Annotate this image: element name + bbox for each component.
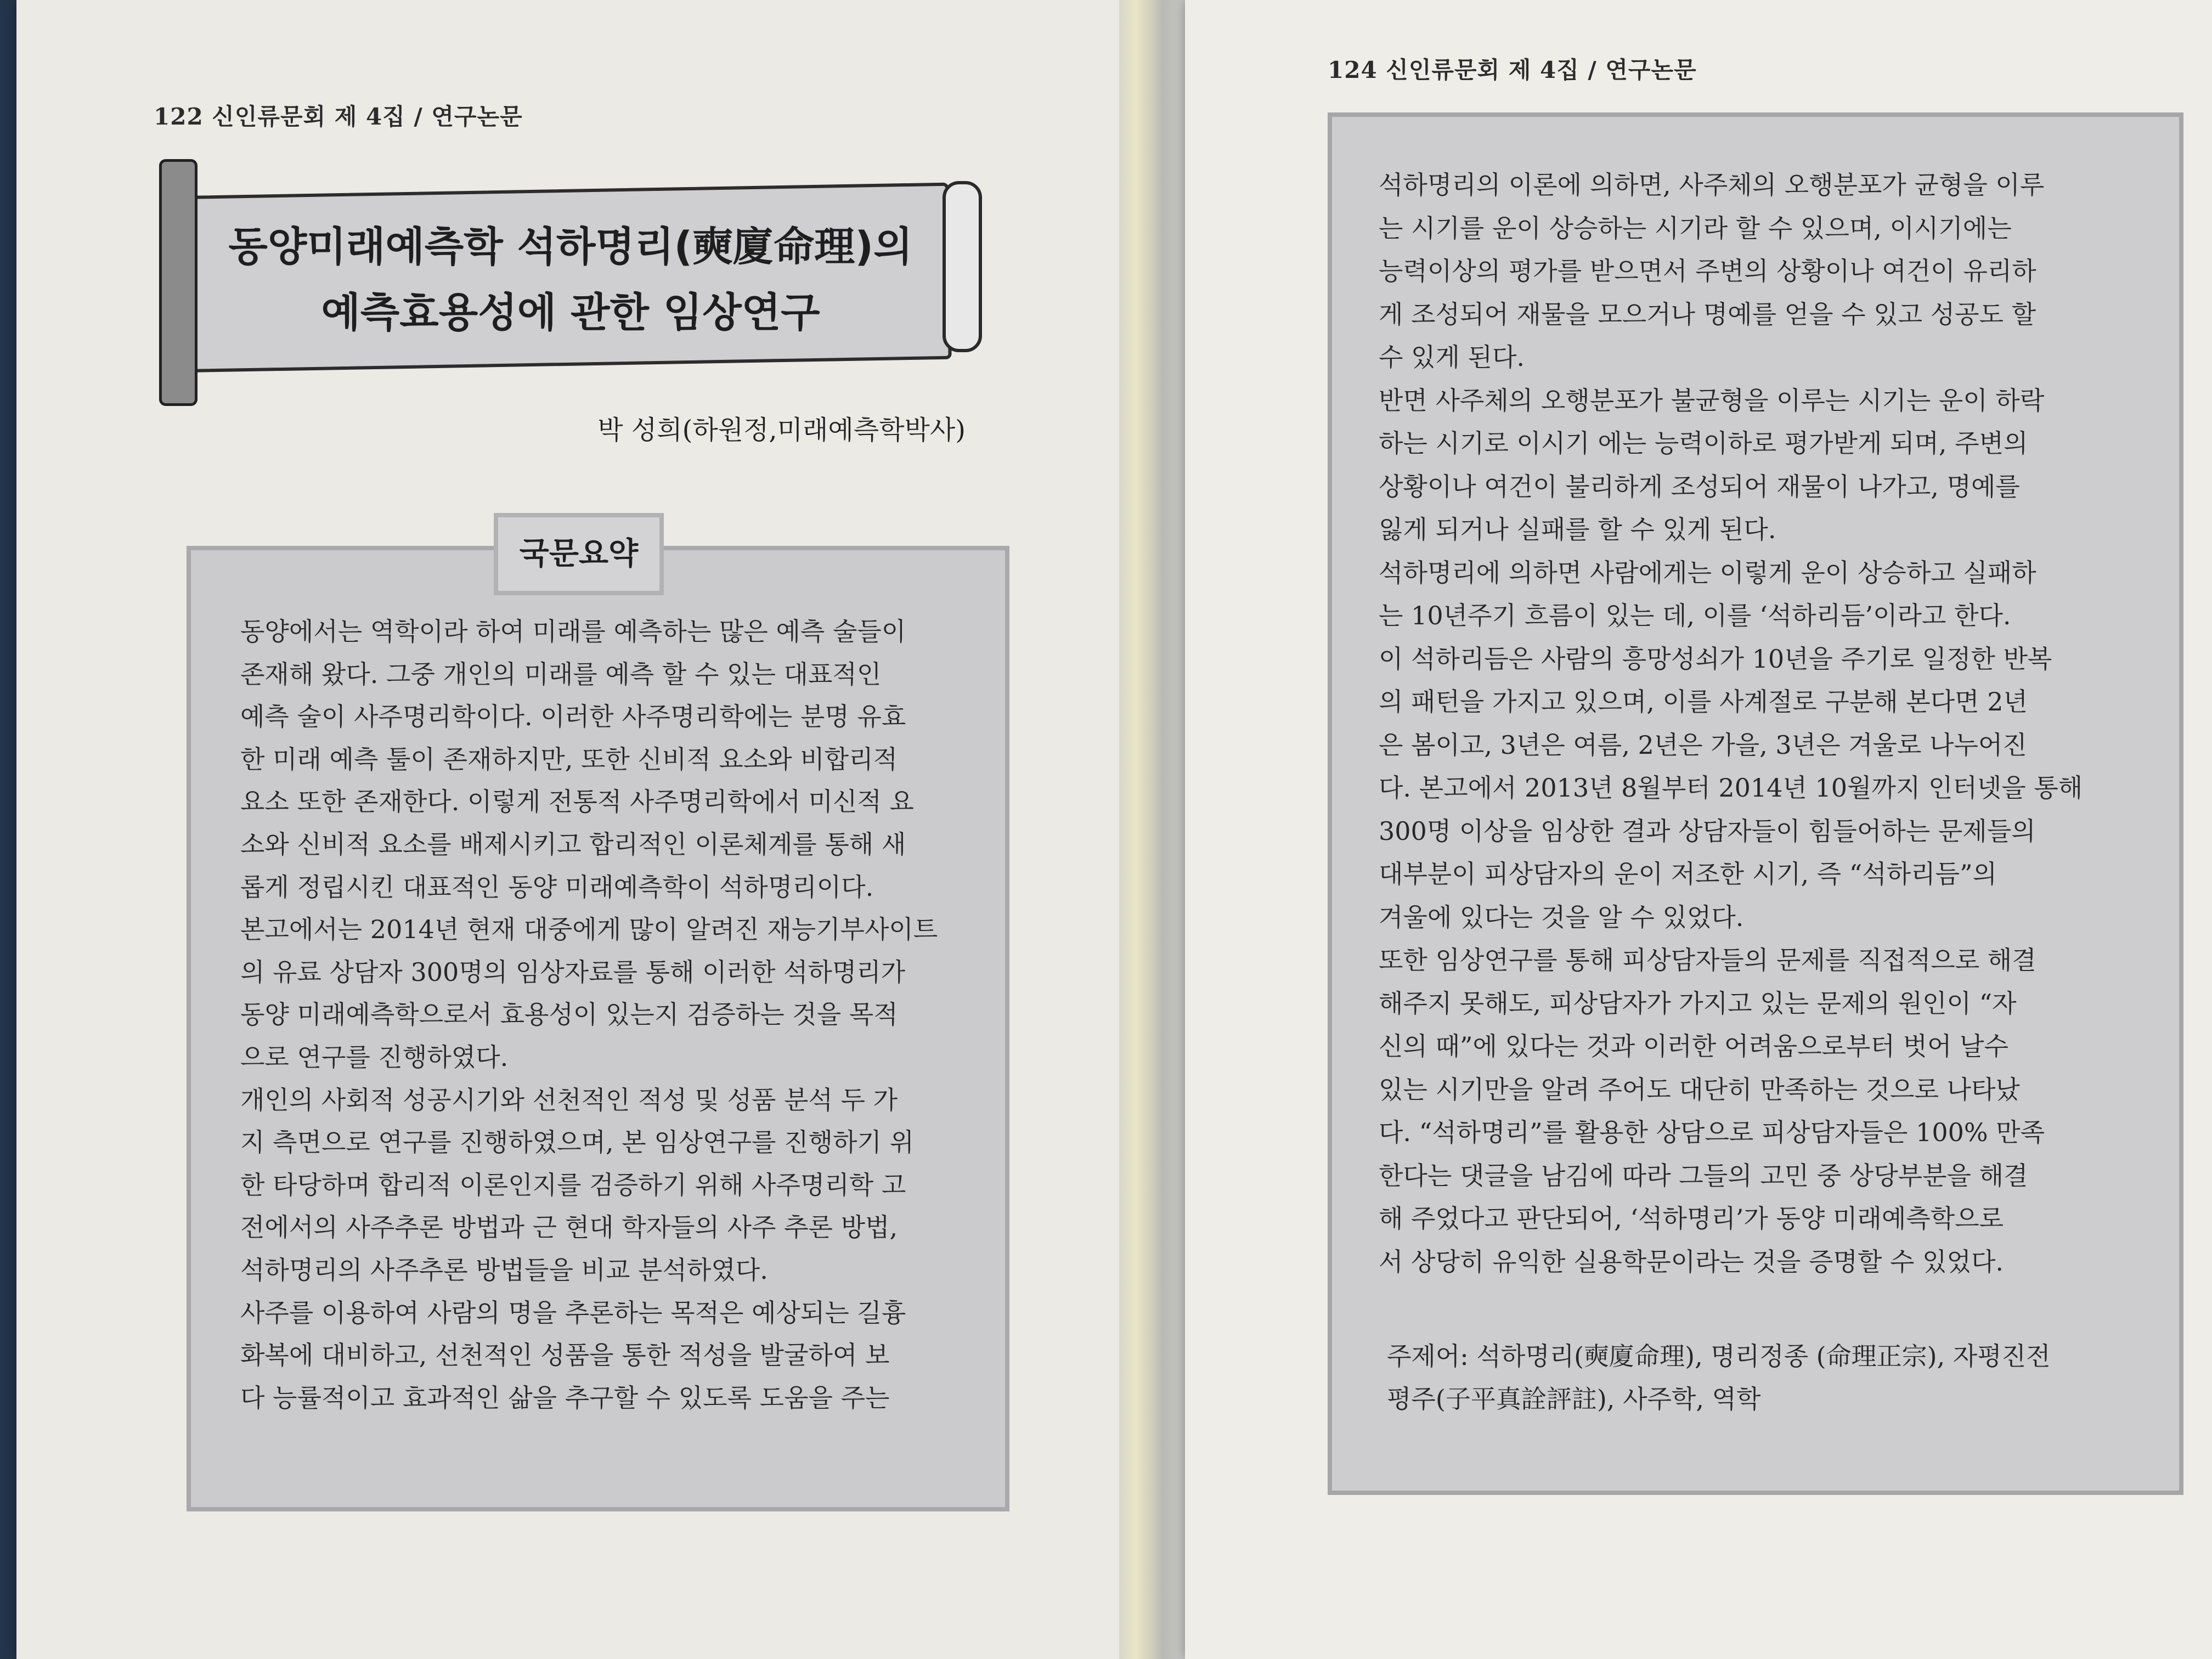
left-page: [16, 0, 1119, 1659]
abstract-text: 동양에서는 역학이라 하여 미래를 예측하는 많은 예측 술들이 존재해 왔다. 그중 개인의 미래를 예측 할 수 있는 대표적인 예측 술이 사주명리학이다. 이러한 사주명리학에는 분명 유효 한 미래 예측 툴이 존재하지만, 또한 신비적 요소와 비합리적 요소 또한 존재한다. 이렇게 전통적 사주명리학에서 미신적 요 소와 신비적 요소를 배제시키고 합리적인 이론체계를 통해 새 롭게 정립시킨 대표적인 동양 미래예측학이 석하명리이다. 본고에서는 2014년 현재 대중에게 많이 알려진 재능기부사이트 의 유료 상담자 300명의 임상자료를 통해 이러한 석하명리가 동양 미래예측학으로서 효용성이 있는지 검증하는 것을 목적 으로 연구를 진행하였다. 개인의 사회적 성공시기와 선천적인 적성 및 성품 분석 두 가 지 측면으로 연구를 진행하였으며, 본 임상연구를 진행하기 위 한 타당하며 합리적 이론인지를 검증하기 위해 사주명리학 고 전에서의 사주추론 방법과 근 현대 학자들의 사주 추론 방법, 석하명리의 사주추론 방법들을 비교 분석하였다. 사주를 이용하여 사람의 명을 추론하는 목적은 예상되는 길흉 화복에 대비하고, 선천적인 성품을 통한 적성을 발굴하여 보 다 능률적이고 효과적인 삶을 추구할 수 있도록 도움을 주는: [240, 617, 938, 1413]
title-scroll-banner: [159, 159, 988, 417]
abstract-box: [187, 546, 1009, 1511]
running-head-right: 124 신인류문회 제 4집 / 연구논문: [1328, 57, 1697, 83]
book-gutter: [1119, 0, 1185, 1659]
right-page: [1185, 0, 2212, 1659]
abstract-continued-text: 석하명리의 이론에 의하면, 사주체의 오행분포가 균형을 이루 는 시기를 운이 상승하는 시기라 할 수 있으며, 이시기에는 능력이상의 평가를 받으면서 주변의 상황이나 여건이 유리하 게 조성되어 재물을 모으거나 명예를 얻을 수 있고 성공도 할 수 있게 된다. 반면 사주체의 오행분포가 불균형을 이루는 시기는 운이 하락 하는 시기로 이시기 에는 능력이하로 평가받게 되며, 주변의 상황이나 여건이 불리하게 조성되어 재물이 나가고, 명예를 잃게 되거나 실패를 할 수 있게 된다. 석하명리에 의하면 사람에게는 이렇게 운이 상승하고 실패하 는 10년주기 흐름이 있는 데, 이를 ‘석하리듬’이라고 한다. 이 석하리듬은 사람의 흥망성쇠가 10년을 주기로 일정한 반복 의 패턴을 가지고 있으며, 이를 사계절로 구분해 본다면 2년 은 봄이고, 3년은 여름, 2년은 가을, 3년은 겨울로 나누어진 다. 본고에서 2013년 8월부터 2014년 10월까지 인터넷을 통해 300명 이상을 임상한 결과 상담자들이 힘들어하는 문제들의 대부분이 피상담자의 운이 저조한 시기, 즉 “석하리듬”의 겨울에 있다는 것을 알 수 있었다. 또한 임상연구를 통해 피상담자들의 문제를 직접적으로 해결 해주지 못해도, 피상담자가 가지고 있는 문제의 원인이 “자 신의 때”에 있다는 것과 이러한 어려움으로부터 벗어 날수 있는 시기만을 알려 주어도 대단히 만족하는 것으로 나타났 다. “석하명리”를 활용한 상담으로 피상담자들은 100% 만족 한다는 댓글을 남김에 따라 그들의 고민 중 상당부분을 해결 해 주었다고 판단되어, ‘석하명리’가 동양 미래예측학으로 서 상당히 유익한 실용학문이라는 것을 증명할 수 있었다.: [1379, 170, 2083, 1277]
running-head-left: 122 신인류문회 제 4집 / 연구논문: [154, 103, 523, 130]
abstract-label: 국문요약: [494, 513, 664, 595]
keywords: 주제어: 석하명리(奭廈命理), 명리정종 (命理正宗), 자평진전 평주(子平真詮評註), 사주학, 역학: [1387, 1341, 2051, 1414]
author-line: 박 성희(하원정,미래예측학박사): [597, 415, 966, 445]
scroll-rod-right: [943, 181, 982, 352]
abstract-continued-box: [1328, 112, 2183, 1495]
paper-title-line1: 동양미래예측학 석하명리(奭廈命理)의: [228, 223, 913, 270]
paper-title-line2: 예측효용성에 관한 임상연구: [321, 289, 820, 336]
paper-title: [225, 214, 916, 346]
scroll-rod-left: [159, 159, 198, 406]
